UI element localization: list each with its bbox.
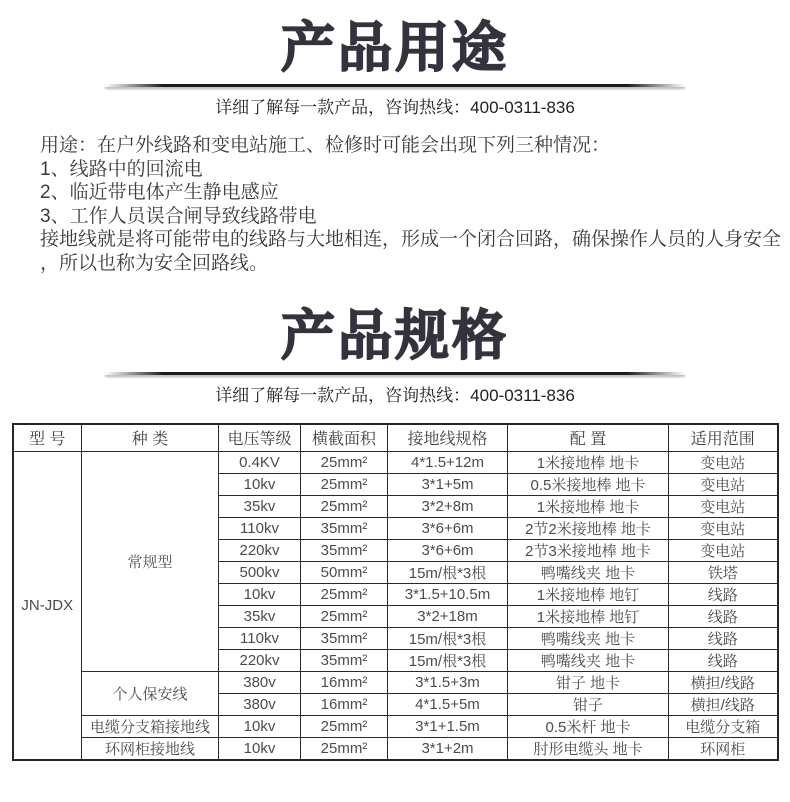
spec-cell: 3*2+18m [388, 605, 508, 627]
usage-section-title: 产品用途 [281, 18, 509, 78]
spec-table-header-cell: 电压等级 [219, 424, 301, 451]
area-cell: 25mm² [301, 451, 388, 473]
scope-cell: 线路 [669, 627, 778, 649]
spec-table-header-cell: 型 号 [13, 424, 82, 451]
scope-cell: 电缆分支箱 [669, 715, 778, 737]
scope-cell: 变电站 [669, 473, 778, 495]
area-cell: 35mm² [301, 539, 388, 561]
voltage-cell: 10kv [219, 737, 301, 760]
config-cell: 1米接地棒 地钉 [508, 583, 669, 605]
config-cell: 0.5米接地棒 地卡 [508, 473, 669, 495]
scope-cell: 横担/线路 [669, 671, 778, 693]
scope-cell: 变电站 [669, 517, 778, 539]
usage-section [0, 20, 790, 275]
spec-cell: 4*1.5+12m [388, 451, 508, 473]
voltage-cell: 35kv [219, 495, 301, 517]
config-cell: 钳子 地卡 [508, 671, 669, 693]
voltage-cell: 500kv [219, 561, 301, 583]
spec-table [12, 423, 779, 761]
config-cell: 鸭嘴线夹 地卡 [508, 561, 669, 583]
scope-cell: 变电站 [669, 539, 778, 561]
voltage-cell: 10kv [219, 715, 301, 737]
spec-cell: 3*1+5m [388, 473, 508, 495]
area-cell: 25mm² [301, 737, 388, 760]
spec-table-header-cell: 配 置 [508, 424, 669, 451]
spec-table-header-cell: 种 类 [82, 424, 219, 451]
voltage-cell: 0.4KV [219, 451, 301, 473]
scope-cell: 变电站 [669, 495, 778, 517]
scope-cell: 线路 [669, 605, 778, 627]
area-cell: 35mm² [301, 649, 388, 671]
area-cell: 25mm² [301, 473, 388, 495]
spec-row [13, 737, 778, 760]
config-cell: 1米接地棒 地钉 [508, 605, 669, 627]
voltage-cell: 220kv [219, 539, 301, 561]
spec-section [0, 308, 790, 761]
voltage-cell: 110kv [219, 517, 301, 539]
voltage-cell: 220kv [219, 649, 301, 671]
title-divider [105, 84, 685, 87]
spec-table-header-cell: 接地线规格 [388, 424, 508, 451]
usage-body-line: 用途：在户外线路和变电站施工、检修时可能会出现下列三种情况： [40, 135, 611, 156]
area-cell: 25mm² [301, 583, 388, 605]
spec-cell: 4*1.5+5m [388, 693, 508, 715]
spec-cell: 3*6+6m [388, 517, 508, 539]
area-cell: 25mm² [301, 605, 388, 627]
type-cell: 常规型 [82, 451, 219, 671]
spec-row [13, 451, 778, 473]
voltage-cell: 10kv [219, 473, 301, 495]
spec-hotline-text: 详细了解每一款产品，咨询热线：400-0311-836 [215, 386, 575, 405]
scope-cell: 铁塔 [669, 561, 778, 583]
spec-row [13, 715, 778, 737]
spec-row [13, 671, 778, 693]
area-cell: 50mm² [301, 561, 388, 583]
spec-cell: 3*2+8m [388, 495, 508, 517]
area-cell: 16mm² [301, 671, 388, 693]
config-cell: 2节3米接地棒 地卡 [508, 539, 669, 561]
model-cell: JN-JDX [13, 451, 82, 760]
spec-cell: 15m/根*3根 [388, 561, 508, 583]
area-cell: 35mm² [301, 627, 388, 649]
spec-cell: 3*1+1.5m [388, 715, 508, 737]
type-cell: 个人保安线 [82, 671, 219, 715]
config-cell: 0.5米杆 地卡 [508, 715, 669, 737]
scope-cell: 环网柜 [669, 737, 778, 760]
spec-cell: 3*6+6m [388, 539, 508, 561]
spec-cell: 3*1.5+3m [388, 671, 508, 693]
voltage-cell: 35kv [219, 605, 301, 627]
usage-body-line: 3、工作人员误合闸导致线路带电 [40, 205, 317, 227]
config-cell: 钳子 [508, 693, 669, 715]
config-cell: 鸭嘴线夹 地卡 [508, 649, 669, 671]
type-cell: 环网柜接地线 [82, 737, 219, 760]
title-divider [105, 372, 685, 375]
config-cell: 鸭嘴线夹 地卡 [508, 627, 669, 649]
area-cell: 35mm² [301, 517, 388, 539]
usage-body-line: 1、线路中的回流电 [40, 158, 203, 180]
spec-table-header-row [13, 424, 778, 451]
voltage-cell: 110kv [219, 627, 301, 649]
usage-body-line: 接地线就是将可能带电的线路与大地相连，形成一个闭合回路，确保操作人员的人身安全 [40, 229, 782, 250]
spec-cell: 3*1+2m [388, 737, 508, 760]
scope-cell: 横担/线路 [669, 693, 778, 715]
usage-body-line: ，所以也称为安全回路线。 [40, 252, 269, 274]
config-cell: 1米接地棒 地卡 [508, 495, 669, 517]
spec-table-header-cell: 横截面积 [301, 424, 388, 451]
type-cell: 电缆分支箱接地线 [82, 715, 219, 737]
spec-cell: 15m/根*3根 [388, 627, 508, 649]
scope-cell: 变电站 [669, 451, 778, 473]
spec-cell: 3*1.5+10.5m [388, 583, 508, 605]
scope-cell: 线路 [669, 583, 778, 605]
area-cell: 16mm² [301, 693, 388, 715]
area-cell: 25mm² [301, 715, 388, 737]
usage-body [40, 134, 782, 275]
config-cell: 1米接地棒 地卡 [508, 451, 669, 473]
config-cell: 2节2米接地棒 地卡 [508, 517, 669, 539]
spec-section-title: 产品规格 [281, 306, 509, 366]
usage-hotline-text: 详细了解每一款产品，咨询热线：400-0311-836 [215, 98, 575, 117]
spec-table-body [13, 451, 778, 760]
usage-body-line: 2、临近带电体产生静电感应 [40, 182, 279, 203]
spec-cell: 15m/根*3根 [388, 649, 508, 671]
voltage-cell: 380v [219, 693, 301, 715]
config-cell: 肘形电缆头 地卡 [508, 737, 669, 760]
spec-table-header-cell: 适用范围 [669, 424, 778, 451]
voltage-cell: 380v [219, 671, 301, 693]
voltage-cell: 10kv [219, 583, 301, 605]
area-cell: 25mm² [301, 495, 388, 517]
scope-cell: 线路 [669, 649, 778, 671]
